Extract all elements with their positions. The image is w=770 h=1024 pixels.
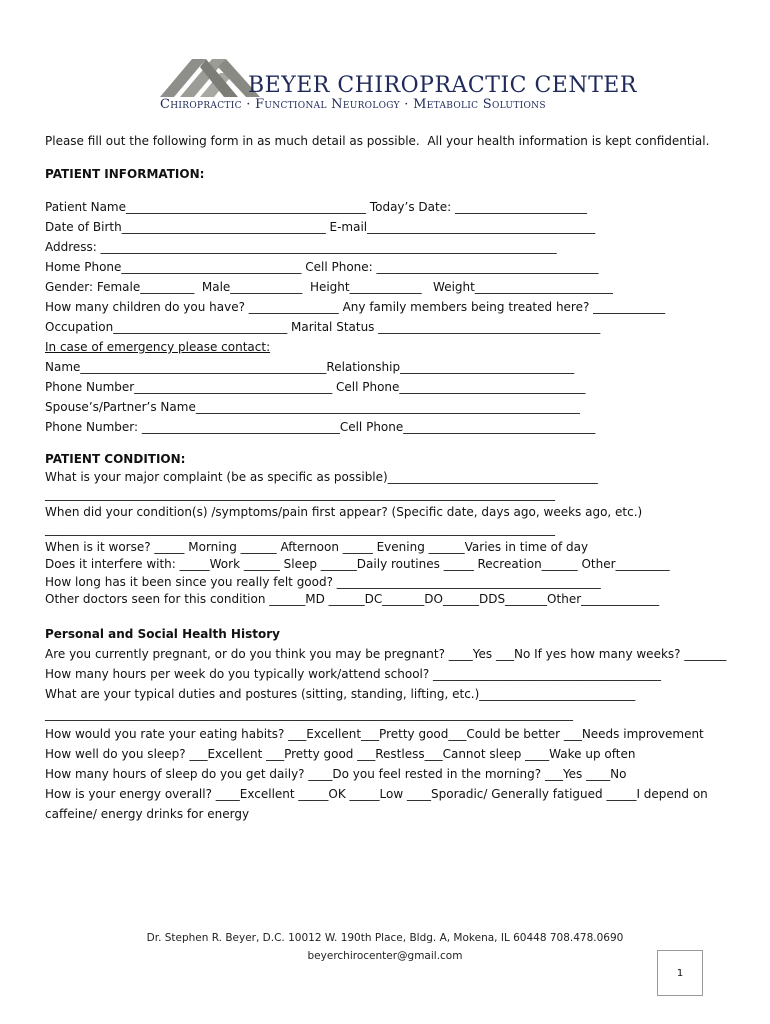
brand-name: BEYER CHIROPRACTIC CENTER [248, 73, 637, 98]
page-number: 1 [657, 950, 703, 996]
form-line[interactable]: Name_________________________________________Relationship_____________________________ [45, 360, 575, 374]
form-line[interactable]: Phone Number_________________________________ Cell Phone_______________________________ [45, 380, 586, 394]
patient-info-heading: PATIENT INFORMATION: [45, 167, 205, 181]
form-line[interactable]: How many children do you have? _______________ Any family members being treated here? ____________ [45, 300, 666, 314]
form-line[interactable]: Address: ____________________________________________________________________________ [45, 240, 557, 254]
form-line[interactable]: Occupation_____________________________ Marital Status _____________________________________ [45, 320, 601, 334]
form-line[interactable]: Gender: Female_________ Male____________ Height____________ Weight_______________________ [45, 280, 613, 294]
form-line[interactable]: How long has it been since you really felt good? ____________________________________________ [45, 575, 601, 589]
footer-email: beyerchirocenter@gmail.com [307, 950, 463, 962]
form-line[interactable]: _____________________________________________________________________________________ [45, 487, 555, 501]
form-line[interactable]: _____________________________________________________________________________________ [45, 522, 555, 536]
form-line[interactable]: How is your energy overall? ____Excellent _____OK _____Low ____Sporadic/ Generally fatigued _____I depend on [45, 787, 708, 801]
form-line[interactable]: Patient Name________________________________________ Today’s Date: ______________________ [45, 200, 587, 214]
form-line[interactable]: Spouse’s/Partner’s Name________________________________________________________________ [45, 400, 580, 414]
form-line[interactable]: How many hours of sleep do you get daily? ____Do you feel rested in the morning? ___Yes ____No [45, 767, 627, 781]
form-line[interactable]: Phone Number: _________________________________Cell Phone________________________________ [45, 420, 596, 434]
brand-tagline: Chiropractic · Functional Neurology · Metabolic Solutions [160, 97, 546, 112]
form-line[interactable]: Are you currently pregnant, or do you think you may be pregnant? ____Yes ___No If yes how many weeks? _______ [45, 647, 727, 661]
clinic-logo [160, 55, 637, 115]
form-line[interactable]: ________________________________________________________________________________________ [45, 707, 573, 721]
form-line[interactable]: When did your condition(s) /symptoms/pain first appear? (Specific date, days ago, weeks ago, etc.) [45, 505, 643, 519]
emergency-heading: In case of emergency please contact: [45, 340, 271, 354]
form-line[interactable]: Home Phone______________________________ Cell Phone: _____________________________________ [45, 260, 599, 274]
form-line[interactable]: What are your typical duties and postures (sitting, standing, lifting, etc.)__________________________ [45, 687, 636, 701]
form-line[interactable]: What is your major complaint (be as specific as possible)___________________________________ [45, 470, 598, 484]
personal-history-heading: Personal and Social Health History [45, 627, 280, 641]
form-line[interactable]: How would you rate your eating habits? ___Excellent___Pretty good___Could be better ___Needs improvement [45, 727, 704, 741]
form-line[interactable]: caffeine/ energy drinks for energy [45, 807, 250, 821]
form-line[interactable]: How well do you sleep? ___Excellent ___Pretty good ___Restless___Cannot sleep ____Wake up often [45, 747, 636, 761]
footer-address: Dr. Stephen R. Beyer, D.C. 10012 W. 190th Place, Bldg. A, Mokena, IL 60448 708.478.0690 [146, 932, 624, 944]
form-line[interactable]: When is it worse? _____ Morning ______ Afternoon _____ Evening ______Varies in time of day [45, 540, 589, 554]
form-line[interactable]: Date of Birth__________________________________ E-mail______________________________________ [45, 220, 596, 234]
form-line[interactable]: Does it interfere with: _____Work ______ Sleep ______Daily routines _____ Recreation______ Other_________ [45, 557, 670, 571]
intro-text: Please fill out the following form in as much detail as possible. All your health information is kept confidential. [45, 134, 710, 148]
form-line[interactable]: How many hours per week do you typically work/attend school? ______________________________________ [45, 667, 662, 681]
form-line[interactable]: Other doctors seen for this condition ______MD ______DC_______DO______DDS_______Other_____________ [45, 592, 660, 606]
patient-condition-heading: PATIENT CONDITION: [45, 452, 186, 466]
